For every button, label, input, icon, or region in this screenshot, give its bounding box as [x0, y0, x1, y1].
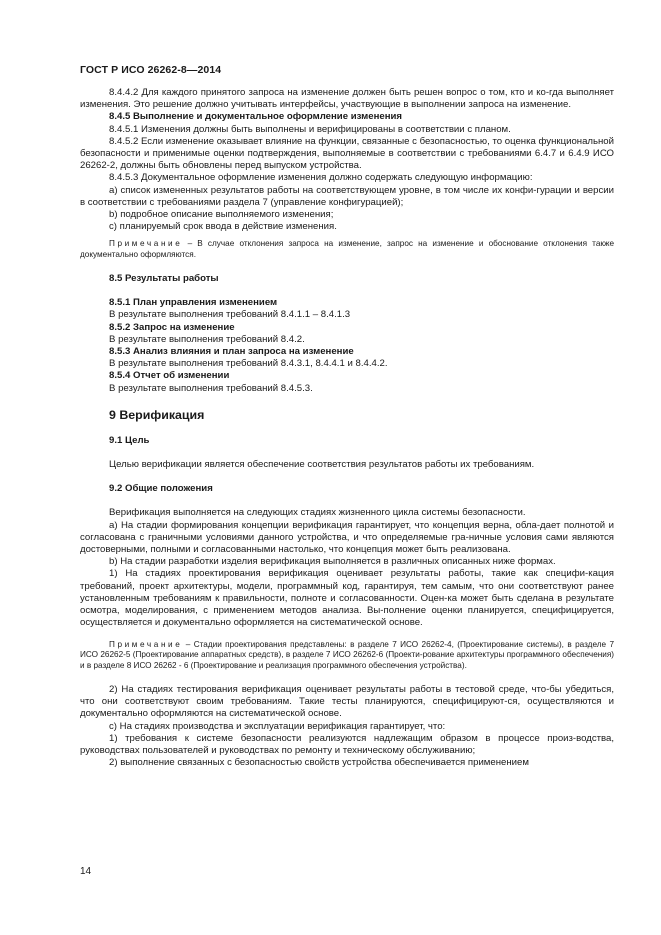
list-item-c: с) планируемый срок ввода в действие изменения.	[109, 221, 337, 233]
result-853: В результате выполнения требований 8.4.3.1, 8.4.4.1 и 8.4.4.2.	[109, 358, 388, 370]
heading-853: 8.5.3 Анализ влияния и план запроса на изменение	[109, 346, 354, 358]
note-2	[80, 640, 614, 672]
paragraph-8452: 8.4.5.2 Если изменение оказывает влияние на функции, связанные с безопасностью, то оценка функциональной безопасности и применимые оценки подтверждения, выполняемые в соответствии с требованиями 6.4.7 и 6.4.9 ИСО 26262-2, должны быть обновлены перед выпуском устройства.	[80, 135, 614, 172]
page-header: ГОСТ Р ИСО 26262-8—2014	[80, 64, 222, 76]
heading-852: 8.5.2 Запрос на изменение	[109, 321, 235, 333]
note-label: Примечание	[109, 239, 183, 249]
note-text: – В случае отклонения запроса на изменение, запрос на изменение и обоснование отклонения также документально оформляются.	[80, 239, 614, 260]
list-item-b: b) подробное описание выполняемого изменения;	[109, 209, 334, 221]
note-text: – Стадии проектирования представлены: в разделе 7 ИСО 26262-4, (Проектирование системы), в разделе 7 ИСО 26262-5 (Проектирование аппаратных средств), в разделе 7 ИСО 26262-6 (Проекти-рование архитектуры программного обеспечения) и в разделе 8 ИСО 26262 - 6 (Проектирование и реализация программного обеспечения устройства).	[80, 639, 614, 671]
paragraph-92b1: 1) На стадиях проектирования верификация оценивает результаты работы, такие как специфи-кация требований, проект архитектуры, модели, программный код, гарантируя, тем самым, что они соответствуют ранее установленным требованиям к правильности, полноте и согласованности. Оцен-ка может быть сделана в результате осмотра, моделирования, с применением методов анализа. Вы-полнение оценки планируется, специфицируется, осуществляется и документально оформляется на систематической основе.	[80, 568, 614, 629]
paragraph-92a: а) На стадии формирования концепции верификация гарантирует, что концепция верна, обла-дает полнотой и согласована с граничными условиями данного устройства, и что определяемые гра-ничные условия сами являются достоверными, полными и согласованными настолько, что концепция может быть реализована.	[80, 519, 614, 556]
note-label: Примечание	[109, 639, 183, 649]
paragraph-8451: 8.4.5.1 Изменения должны быть выполнены и верифицированы в соответствии с планом.	[109, 123, 511, 135]
result-852: В результате выполнения требований 8.4.2.	[109, 333, 305, 345]
list-item-a: а) список измененных результатов работы на соответствующем уровне, в том числе их конфи-гурации и версии в соответствии с требованиями раздела 7 (управление конфигурацией);	[80, 184, 614, 208]
result-851: В результате выполнения требований 8.4.1.1 – 8.4.1.3	[109, 309, 351, 321]
result-854: В результате выполнения требований 8.4.5.3.	[109, 382, 313, 394]
heading-92: 9.2 Общие положения	[109, 483, 213, 495]
page-content	[80, 87, 614, 769]
paragraph-92: Верификация выполняется на следующих стадиях жизненного цикла системы безопасности.	[109, 507, 526, 519]
heading-854: 8.5.4 Отчет об изменении	[109, 370, 230, 382]
paragraph-91: Целью верификации является обеспечение соответствия результатов работы их требованиям.	[109, 459, 535, 471]
heading-851: 8.5.1 План управления изменением	[109, 297, 278, 309]
heading-91: 9.1 Цель	[109, 434, 150, 446]
page-number: 14	[80, 866, 92, 877]
paragraph-8442: 8.4.4.2 Для каждого принятого запроса на изменение должен быть решен вопрос о том, кто и ко-гда выполняет изменения. Это решение должно учитывать интерфейсы, участвующие в выполнении запроса на изменение.	[80, 87, 614, 111]
paragraph-92c2: 2) выполнение связанных с безопасностью свойств устройства обеспечивается применением	[109, 757, 529, 769]
note-1	[80, 239, 614, 261]
paragraph-92c1: 1) требования к системе безопасности реализуются надлежащим образом в процессе произ-водства, руководствах пользователей и руководствах по ремонту и техническому обслуживанию;	[80, 732, 614, 756]
paragraph-8453: 8.4.5.3 Документальное оформление изменения должно содержать следующую информацию:	[109, 172, 533, 184]
heading-845: 8.4.5 Выполнение и документальное оформление изменения	[109, 111, 402, 123]
paragraph-92c: с) На стадиях производства и эксплуатации верификация гарантирует, что:	[109, 720, 446, 732]
heading-85: 8.5 Результаты работы	[109, 273, 219, 285]
paragraph-92b: b) На стадии разработки изделия верификация выполняется в различных описанных ниже формах.	[109, 556, 556, 568]
paragraph-92b2: 2) На стадиях тестирования верификация оценивает результаты работы в тестовой среде, что-бы убедиться, что они соответствуют своим требованиям. Такие тесты планируются, специфицируют-ся, осуществляются и документально оформляются на систематической основе.	[80, 683, 614, 720]
heading-9: 9 Верификация	[109, 407, 205, 422]
